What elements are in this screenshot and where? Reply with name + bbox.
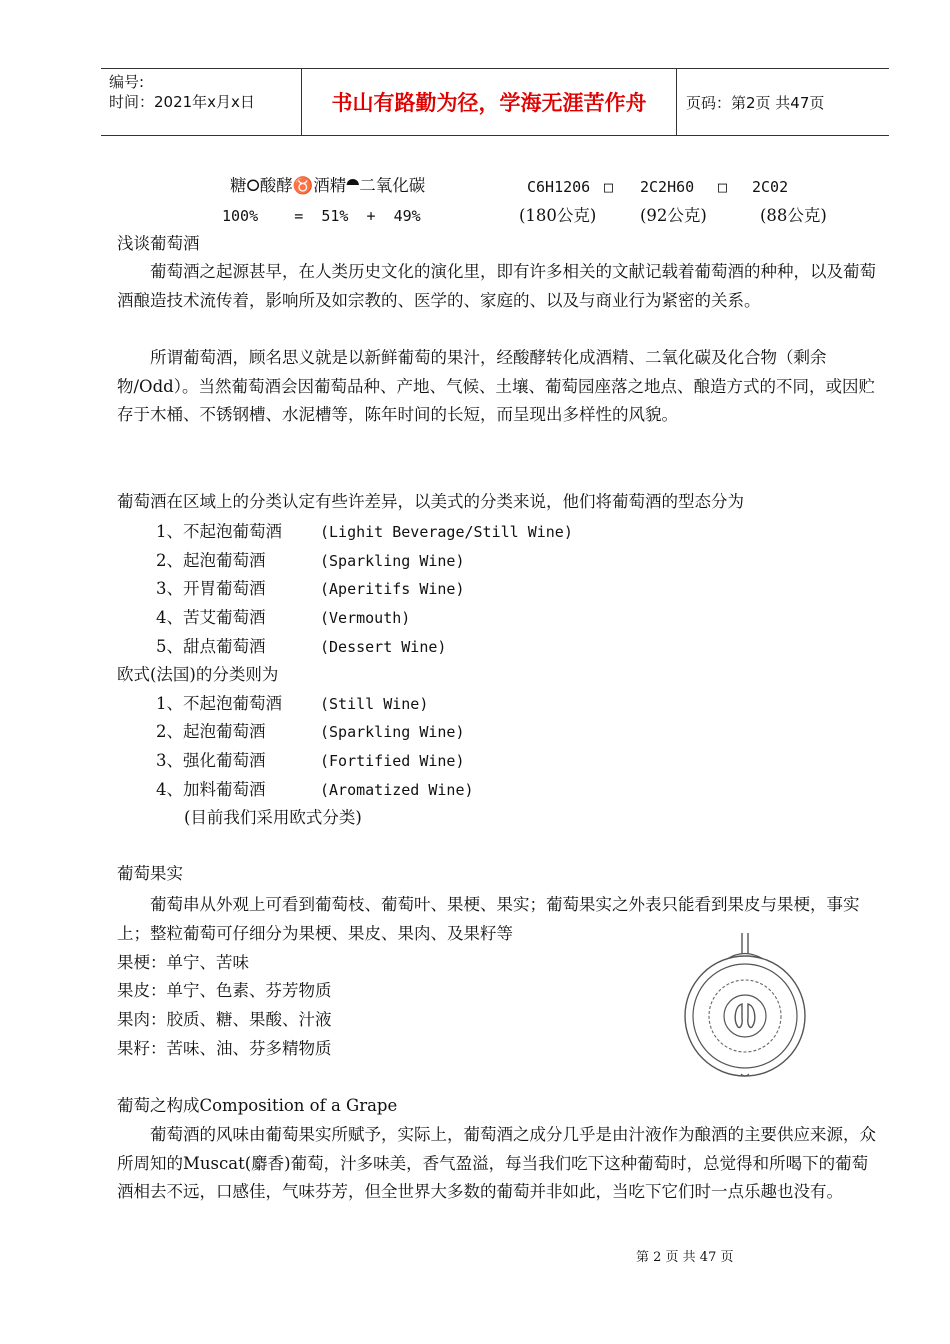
classification-note: (目前我们采用欧式分类) [184, 808, 362, 827]
formula-co2: 2C02 [752, 178, 789, 196]
eu-item-2-en: (Sparkling Wine) [320, 723, 465, 741]
us-item-3-en: (Aperitifs Wine) [320, 580, 465, 598]
formula-glucose: C6H1206 [527, 178, 591, 196]
eu-item-1-num: 1、不起泡葡萄酒 [156, 694, 282, 713]
composition-paragraph [117, 1121, 879, 1207]
header-meta [101, 69, 301, 135]
formula-gap-1: □ [604, 178, 614, 196]
header-page-cell [676, 69, 899, 135]
eu-item-2-num: 2、起泡葡萄酒 [156, 722, 266, 741]
composition-text: 葡萄酒的风味由葡萄果实所赋予，实际上，葡萄酒之成分几乎是由汁液作为酿酒的主要供应来源，众所周知的Muscat(麝香)葡萄，汁多味美，香气盈溢，每当我们吃下这种葡萄时，总觉得和所喝下的葡萄酒相去不远，口感佳，气味芬芳，但全世界大多数的葡萄并非如此，当吃下它们时一点乐趣也没有。 [117, 1125, 876, 1202]
formula-ratio: 100% = 51% + 49% [222, 207, 421, 225]
intro-text-2: 所谓葡萄酒，顾名思义就是以新鲜葡萄的果汁，经酸酵转化成酒精、二氧化碳及化合物（剩余物/Odd）。当然葡萄酒会因葡萄品种、产地、气候、土壤、葡萄园座落之地点、酿造方式的不同，或因贮存于木桶、不锈钢槽、水泥槽等，陈年时间的长短，而呈现出多样性的风貌。 [117, 348, 875, 425]
motto: 书山有路勤为径，学海无涯苦作舟 [331, 91, 647, 115]
formula-weight-1: (180公克) [519, 206, 597, 225]
eu-title: 欧式(法国)的分类则为 [117, 665, 279, 684]
formula-ethanol: 2C2H60 [640, 178, 695, 196]
page-label: 页码：第2页 共47页 [686, 93, 825, 112]
classification-intro: 葡萄酒在区域上的分类认定有些许差异，以美式的分类来说，他们将葡萄酒的型态分为 [117, 492, 744, 511]
formula-reaction: 糖⭘酸酵♉酒精⯊二氧化碳 [230, 176, 426, 195]
header-motto-cell [301, 69, 677, 135]
us-item-1-num: 1、不起泡葡萄酒 [156, 522, 282, 541]
formula-gap-2: □ [718, 178, 728, 196]
eu-item-3-en: (Fortified Wine) [320, 752, 465, 770]
grape-cross-section-image [683, 928, 813, 1080]
formula-weight-3: (88公克) [760, 206, 827, 225]
eu-item-1-en: (Still Wine) [320, 695, 429, 713]
us-item-2-num: 2、起泡葡萄酒 [156, 551, 266, 570]
number-label: 编号: [109, 73, 145, 91]
page-header [101, 68, 889, 136]
eu-item-3-num: 3、强化葡萄酒 [156, 751, 266, 770]
fruit-item-seed: 果籽：苦味、油、芬多精物质 [117, 1039, 332, 1058]
fruit-item-skin: 果皮：单宁、色素、芬芳物质 [117, 981, 332, 1000]
us-item-2-en: (Sparkling Wine) [320, 552, 465, 570]
us-item-4-en: (Vermouth) [320, 609, 411, 627]
fruit-item-stem: 果梗：单宁、苦味 [117, 953, 249, 972]
intro-text-1: 葡萄酒之起源甚早，在人类历史文化的演化里，即有许多相关的文献记载着葡萄酒的种种，以及葡萄酒酿造技术流传着，影响所及如宗教的、医学的、家庭的、以及与商业行为紧密的关系。 [117, 262, 876, 310]
fruit-item-pulp: 果肉：胶质、糖、果酸、汁液 [117, 1010, 332, 1029]
us-item-3-num: 3、开胃葡萄酒 [156, 579, 266, 598]
fruit-text: 葡萄串从外观上可看到葡萄枝、葡萄叶、果梗、果实；葡萄果实之外表只能看到果皮与果梗，事实上；整粒葡萄可仔细分为果梗、果皮、果肉、及果籽等 [117, 895, 860, 943]
section-title-composition: 葡萄之构成Composition of a Grape [117, 1096, 398, 1115]
page-footer: 第 2 页 共 47 页 [636, 1250, 734, 1265]
section-title-fruit: 葡萄果实 [117, 864, 183, 883]
eu-item-4-num: 4、加料葡萄酒 [156, 780, 266, 799]
time-label: 时间：2021年x月x日 [109, 93, 255, 111]
intro-paragraph-2 [117, 344, 879, 430]
us-item-5-en: (Dessert Wine) [320, 638, 447, 656]
eu-item-4-en: (Aromatized Wine) [320, 781, 474, 799]
us-item-5-num: 5、甜点葡萄酒 [156, 637, 266, 656]
us-item-4-num: 4、苦艾葡萄酒 [156, 608, 266, 627]
intro-paragraph-1 [117, 258, 879, 315]
section-title-intro: 浅谈葡萄酒 [117, 234, 200, 253]
us-item-1-en: (Lighit Beverage/Still Wine) [320, 523, 573, 541]
formula-weight-2: (92公克) [640, 206, 707, 225]
